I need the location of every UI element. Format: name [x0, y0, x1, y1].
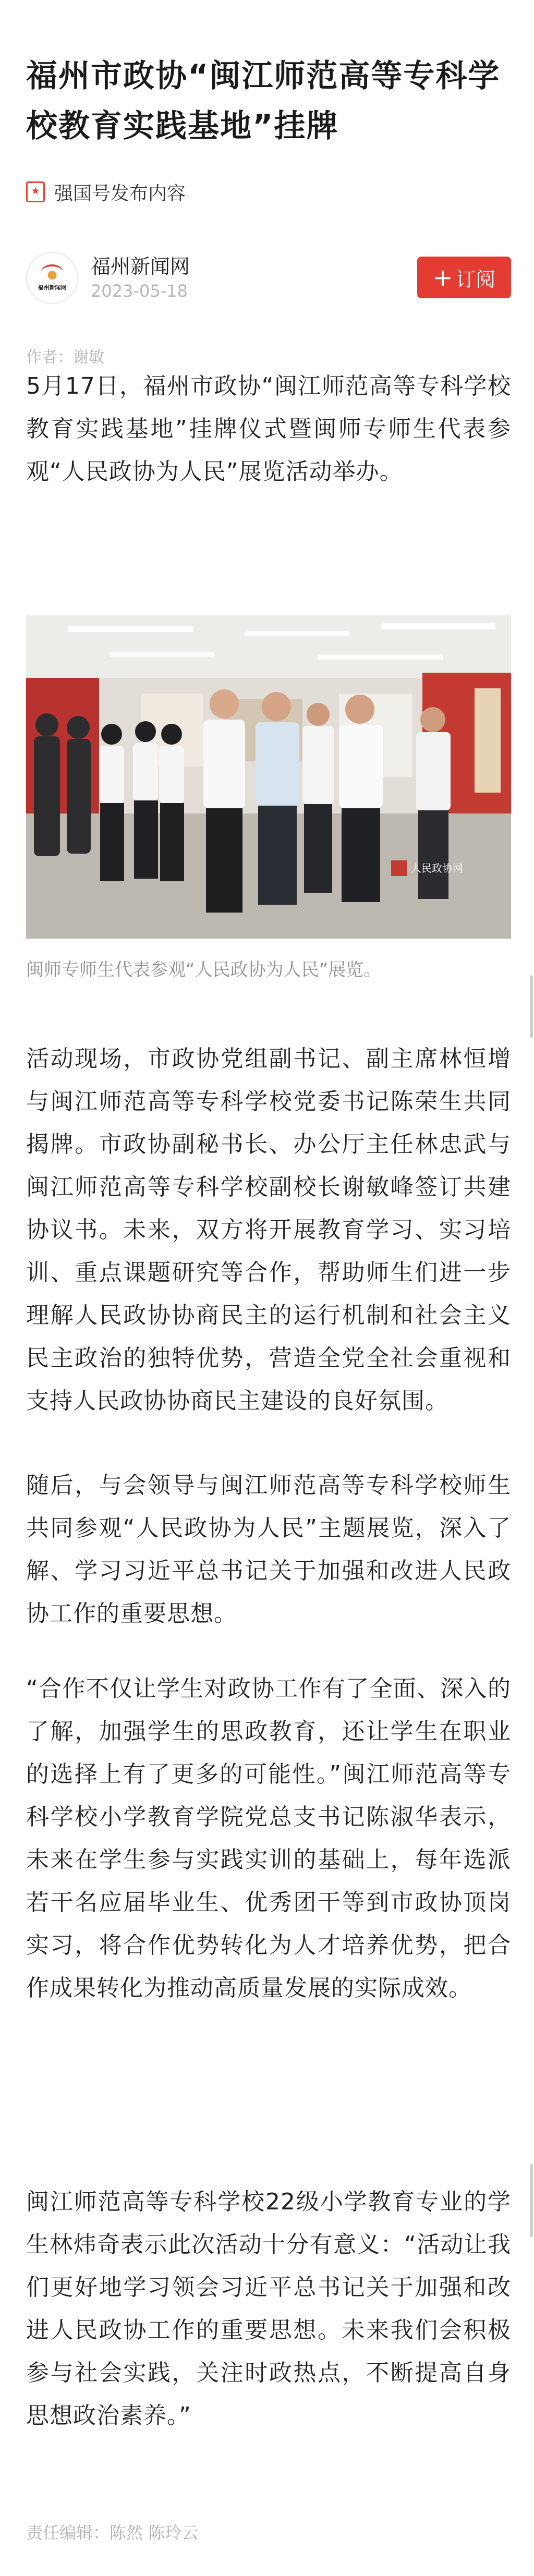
publisher-info — [91, 253, 190, 302]
scroll-indicator-lower[interactable] — [530, 2164, 533, 2237]
scroll-indicator[interactable] — [530, 975, 533, 1038]
source-row — [26, 176, 186, 208]
plus-icon: + — [432, 263, 453, 291]
photo-watermark: 人民政协网 — [411, 862, 463, 874]
author-byline: 作者：谢敏 — [26, 348, 104, 367]
article-title: 福州市政协“闽江师范高等专科学校教育实践基地”挂牌 — [26, 58, 501, 144]
photo-caption: 闽师专师生代表参观“人民政协为人民”展览。 — [26, 959, 382, 980]
editor-credit: 责任编辑：陈然 陈玲云 — [26, 2523, 199, 2543]
paragraph-1: 5月17日，福州市政协“闽江师范高等专科学校教育实践基地”挂牌仪式暨闽师专师生代表参观“人民政协为人民”展览活动举办。 — [26, 373, 511, 485]
publisher-block — [26, 249, 511, 307]
publisher-name[interactable]: 福州新闻网 — [91, 255, 190, 278]
paragraph-2: 活动现场，市政协党组副书记、副主席林恒增与闽江师范高等专科学校党委书记陈荣生共同揭牌。市政协副秘书长、办公厅主任林忠武与闽江师范高等专科学校副校长谢敏峰签订共建协议书。未来，双方将开展教育学习、实习培训、重点课题研究等合作，帮助师生们进一步理解人民政协协商民主的运行机制和社会主义民主政治的独特优势，营造全党全社会重视和支持人民政协协商民主建设的良好氛围。 — [26, 1046, 511, 1414]
exhibition-photo — [26, 615, 511, 939]
publish-date: 2023-05-18 — [91, 281, 188, 301]
subscribe-button[interactable] — [417, 257, 511, 298]
source-label: 强国号发布内容 — [54, 183, 186, 204]
paragraph-5: 闽江师范高等专科学校22级小学教育专业的学生林炜奇表示此次活动十分有意义：“活动让我们更好地学习领会习近平总书记关于加强和改进人民政协工作的重要思想。未来我们会积极参与社会实践，关注时政热点，不断提高自身思想政治素养。” — [26, 2189, 511, 2429]
publisher-avatar[interactable] — [26, 252, 78, 304]
paragraph-3: 随后，与会领导与闽江师范高等专科学校师生共同参观“人民政协为人民”主题展览，深入了解、学习习近平总书记关于加强和改进人民政协工作的重要思想。 — [26, 1472, 511, 1627]
publisher-logo-icon — [41, 264, 64, 281]
subscribe-label: 订阅 — [456, 268, 496, 291]
publisher-avatar-text: 福州新闻网 — [38, 284, 67, 291]
paragraph-4: “合作不仅让学生对政协工作有了全面、深入的了解，加强学生的思政教育，还让学生在职业的选择上有了更多的可能性。”闽江师范高等专科学校小学教育学院党总支书记陈淑华表示，未来在学生参与实践实训的基础上，每年选派若干名应届毕业生、优秀团干等到市政协顶岗实习，将合作优势转化为人才培养优势，把合作成果转化为推动高质量发展的实际成效。 — [26, 1675, 511, 2001]
qiangguo-star-icon — [26, 181, 45, 202]
article-photo[interactable] — [26, 615, 511, 939]
